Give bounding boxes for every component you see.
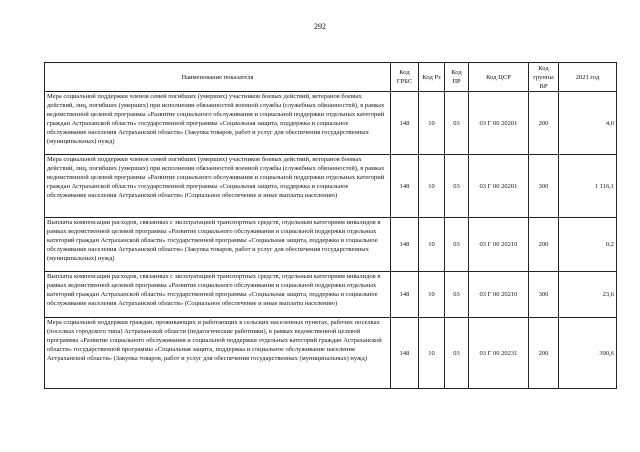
row-vr: 200 — [529, 218, 559, 272]
row-name: Выплаты компенсации расходов, связанных с эксплуатацией транспортных средств, отдельным категориям инвалидов в рамках ведомственной целевой программы «Развитие социального обслуживания и социальной поддержки отдельных категорий граждан Астраханской области» государственной программы «Социальная защита, поддержка и социальное обслуживание населения Астраханской области» (Социальное обеспечение и иные выплаты населению) — [45, 272, 391, 318]
row-vr: 300 — [529, 155, 559, 218]
row-vr: 200 — [529, 318, 559, 389]
table-row — [45, 272, 617, 318]
header-pr: Код ПР — [445, 63, 469, 92]
header-csr: Код ЦСР — [469, 63, 529, 92]
row-grbs: 148 — [391, 155, 419, 218]
row-csr: 03 Г 00 20231 — [469, 318, 529, 389]
row-amount: 23,6 — [559, 272, 617, 318]
row-vr: 300 — [529, 272, 559, 318]
table-row — [45, 155, 617, 218]
row-amount: 390,6 — [559, 318, 617, 389]
table-row — [45, 92, 617, 155]
row-grbs: 148 — [391, 92, 419, 155]
row-pr: 03 — [445, 155, 469, 218]
row-csr: 03 Г 00 20210 — [469, 218, 529, 272]
table-row — [45, 218, 617, 272]
header-name: Наименование показателя — [45, 63, 391, 92]
row-pr: 03 — [445, 272, 469, 318]
row-amount: 0,2 — [559, 218, 617, 272]
row-grbs: 148 — [391, 272, 419, 318]
row-amount: 4,0 — [559, 92, 617, 155]
row-rz: 10 — [419, 92, 445, 155]
row-rz: 10 — [419, 218, 445, 272]
page-number: 292 — [314, 22, 326, 31]
row-csr: 03 Г 00 20201 — [469, 155, 529, 218]
row-rz: 10 — [419, 318, 445, 389]
header-vr: Код группы ВР — [529, 63, 559, 92]
row-pr: 03 — [445, 318, 469, 389]
row-csr: 03 Г 00 20210 — [469, 272, 529, 318]
row-name: Мера социальной поддержки членов семей погибших (умерших) участников боевых действий, ветеранов боевых действий, лиц, погибших (умерших) при исполнении обязанностей военной службы (служебных обязанностей), в рамках ведомственной целевой программы «Развитие социального обслуживания и социальной поддержки отдельных категорий граждан Астраханской области» государственной программы «Социальная защита, поддержка и социальное обслуживание населения Астраханской области» (Социальное обеспечение и иные выплаты населению) — [45, 155, 391, 218]
row-name: Выплаты компенсации расходов, связанных с эксплуатацией транспортных средств, отдельным категориям инвалидов в рамках ведомственной целевой программы «Развитие социального обслуживания и социальной поддержки отдельных категорий граждан Астраханской области» государственной программы «Социальная защита, поддержка и социальное обслуживание населения Астраханской области» (Закупка товаров, работ и услуг для обеспечения государственных (муниципальных) нужд) — [45, 218, 391, 272]
row-csr: 03 Г 00 20201 — [469, 92, 529, 155]
row-grbs: 148 — [391, 318, 419, 389]
row-vr: 200 — [529, 92, 559, 155]
budget-table — [44, 62, 617, 389]
header-rz: Код Рз — [419, 63, 445, 92]
row-rz: 10 — [419, 272, 445, 318]
table-row — [45, 318, 617, 389]
row-grbs: 148 — [391, 218, 419, 272]
row-name: Мера социальной поддержки граждан, проживающих и работающих в сельских населенных пунктах, рабочих поселках (поселках городского типа) Астраханской области (педагогические работники), в рамках ведомственной целевой программы «Развитие социального обслуживания и социальной поддержки отдельных категорий граждан Астраханской области» государственной программы «Социальная защита, поддержка и социальное обслуживание населения Астраханской области» (Закупка товаров, работ и услуг для обеспечения государственных (муниципальных) нужд) — [45, 318, 391, 389]
header-row — [45, 63, 617, 92]
row-rz: 10 — [419, 155, 445, 218]
row-name: Мера социальной поддержки членов семей погибших (умерших) участников боевых действий, ветеранов боевых действий, лиц, погибших (умерших) при исполнении обязанностей военной службы (служебных обязанностей), в рамках ведомственной целевой программы «Развитие социального обслуживания и социальной поддержки отдельных категорий граждан Астраханской области» государственной программы «Социальная защита, поддержка и социальное обслуживание населения Астраханской области» (Закупка товаров, работ и услуг для обеспечения государственных (муниципальных) нужд) — [45, 92, 391, 155]
row-pr: 03 — [445, 92, 469, 155]
header-grbs: Код ГРБС — [391, 63, 419, 92]
row-amount: 1 116,1 — [559, 155, 617, 218]
row-pr: 03 — [445, 218, 469, 272]
header-year: 2021 год — [559, 63, 617, 92]
